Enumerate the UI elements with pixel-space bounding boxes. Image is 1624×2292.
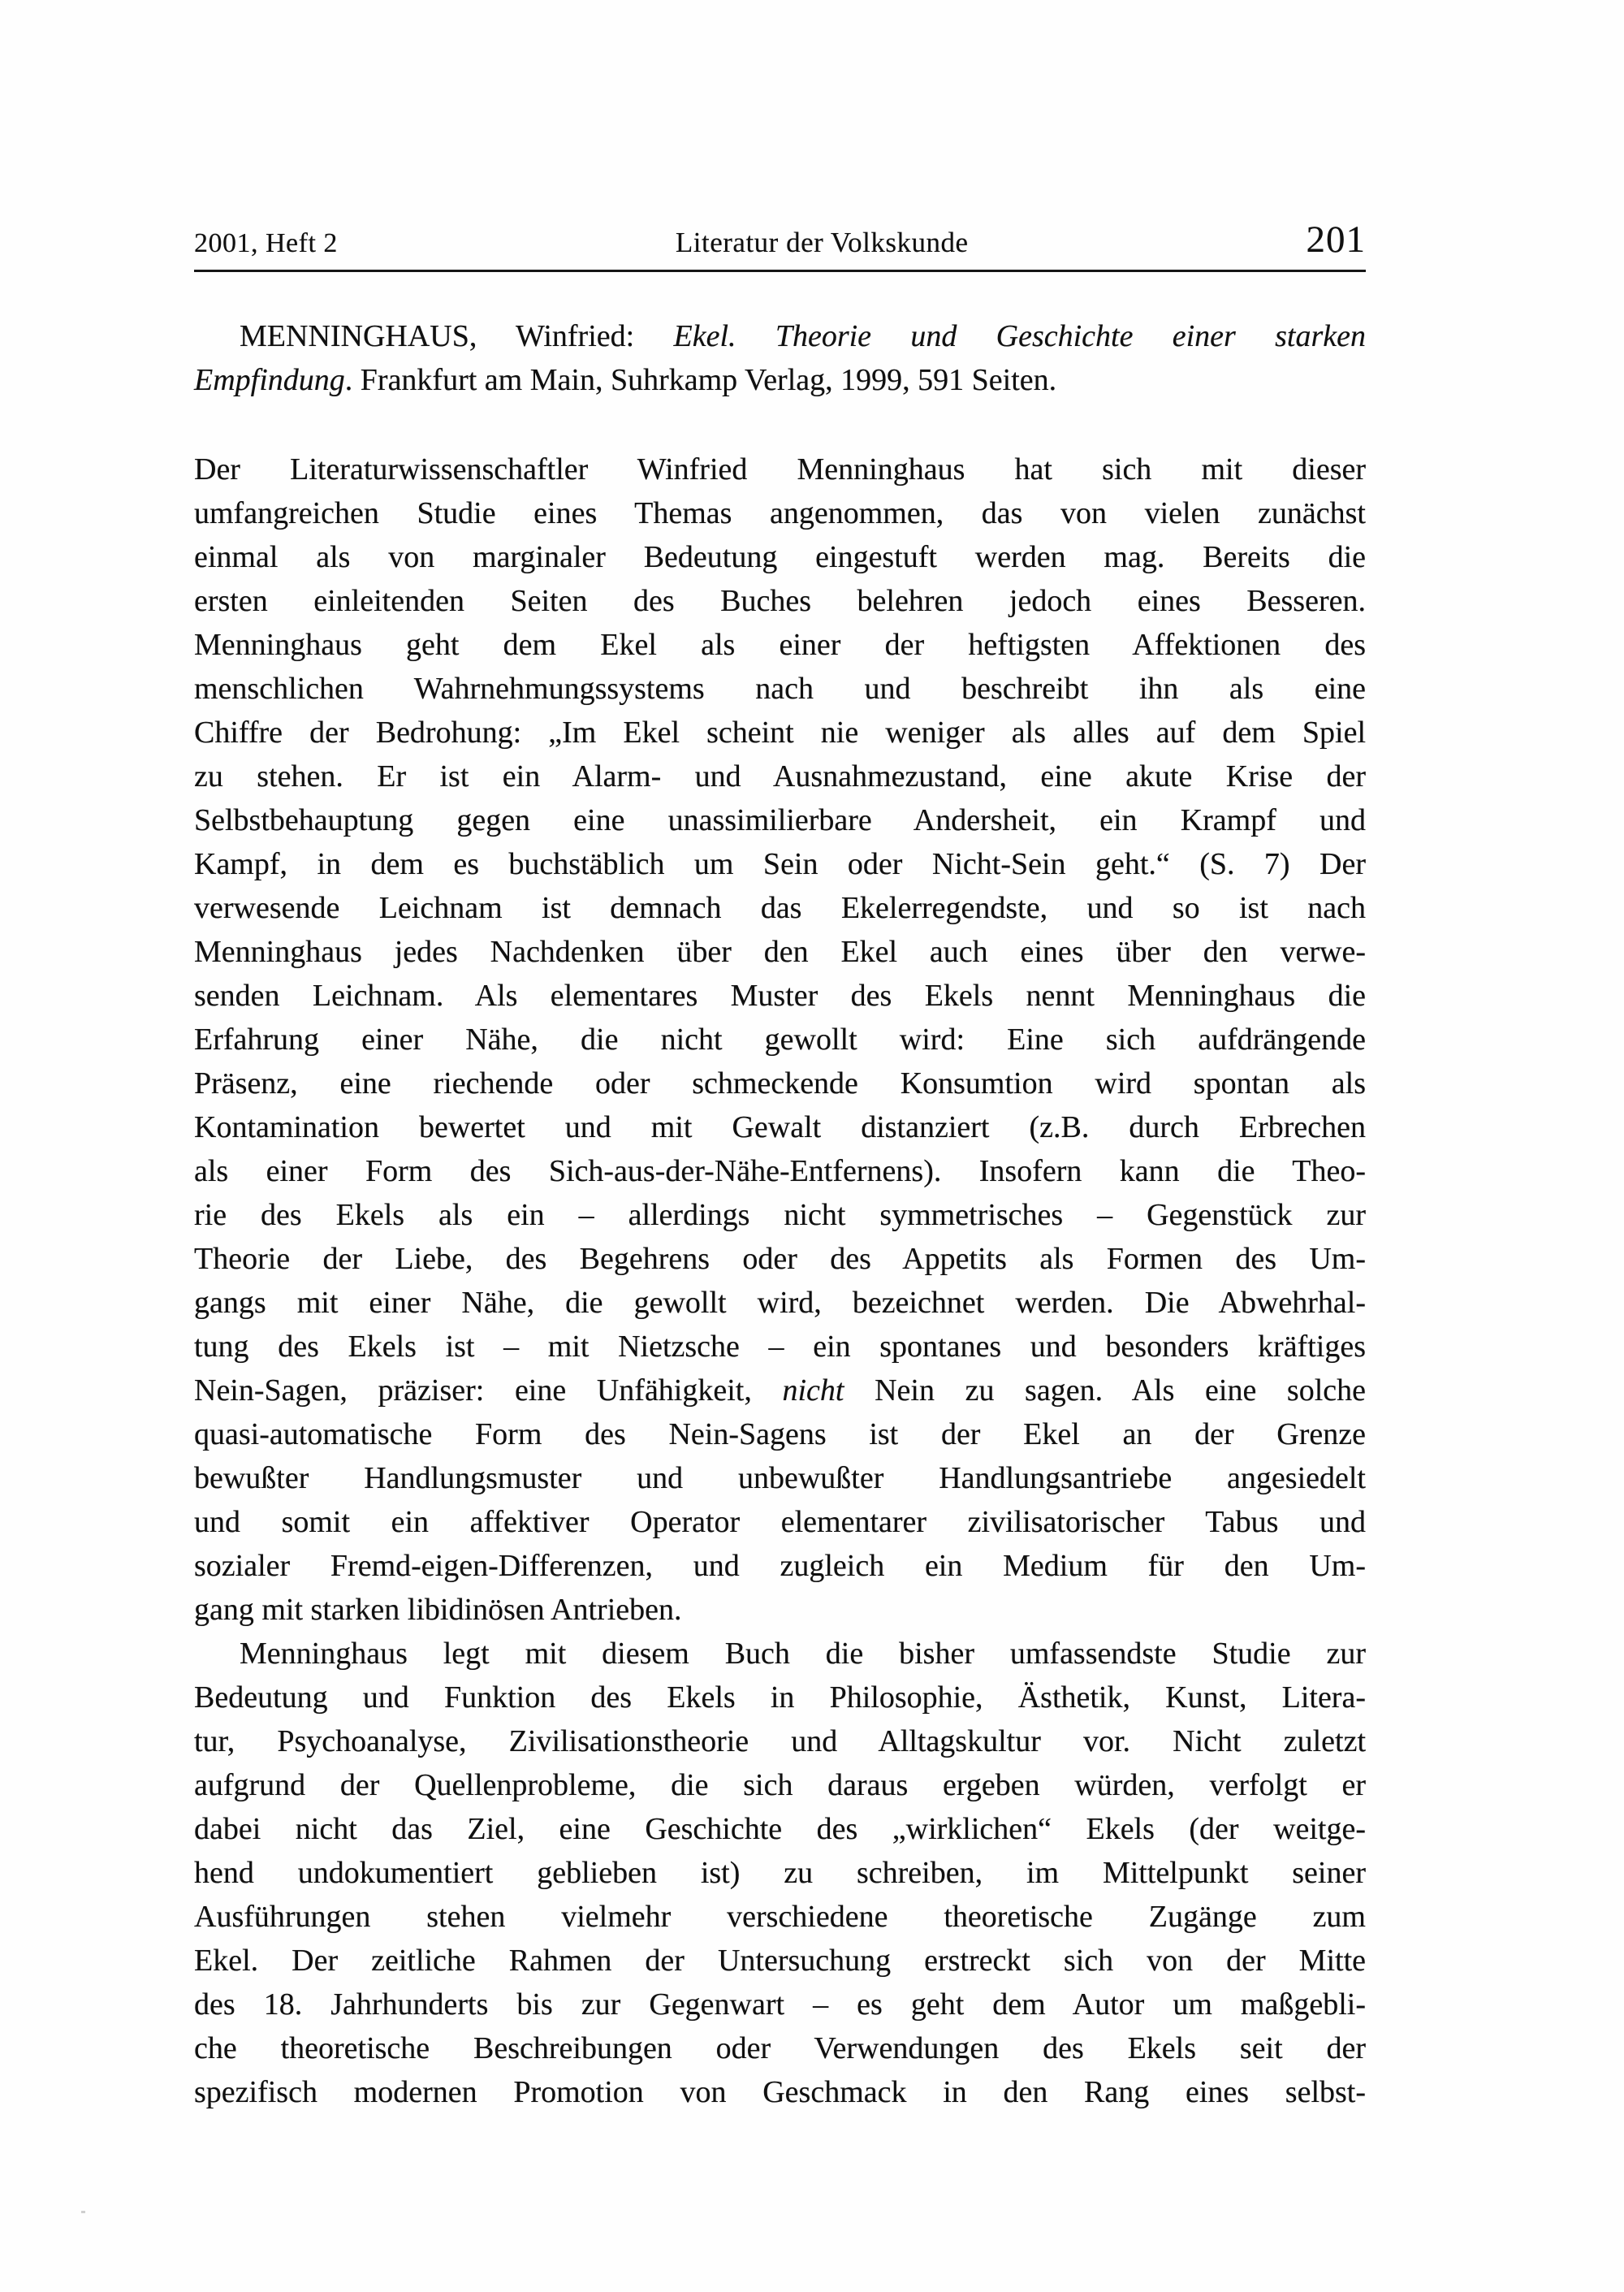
text-line: Bedeutung und Funktion des Ekels in Philosophie, Ästhetik, Kunst, Litera- [194, 1680, 1366, 1715]
text-line: rie des Ekels als ein – allerdings nicht symmetrisches – Gegenstück zur [194, 1198, 1366, 1232]
text-line: aufgrund der Quellenprobleme, die sich daraus ergeben würden, verfolgt er [194, 1768, 1366, 1802]
text-line: Der Literaturwissenschaftler Winfried Menninghaus hat sich mit dieser [194, 452, 1366, 487]
review-paragraph-1 [194, 448, 1366, 1632]
text-line: Empfindung. Frankfurt am Main, Suhrkamp Verlag, 1999, 591 Seiten. [194, 363, 1057, 397]
text-line: verwesende Leichnam ist demnach das Ekelerregendste, und so ist nach [194, 891, 1366, 925]
text-line: tung des Ekels ist – mit Nietzsche – ein spontanes und besonders kräftiges [194, 1330, 1366, 1364]
text-line: Chiffre der Bedrohung: „Im Ekel scheint nie weniger als alles auf dem Spiel [194, 716, 1366, 750]
text-line: umfangreichen Studie eines Themas angenommen, das von vielen zunächst [194, 496, 1366, 530]
text-line: Menninghaus jedes Nachdenken über den Ekel auch eines über den verwe- [194, 935, 1366, 969]
text-line: Kampf, in dem es buchstäblich um Sein oder Nicht-Sein geht.“ (S. 7) Der [194, 847, 1366, 881]
text-line: hend undokumentiert geblieben ist) zu schreiben, im Mittelpunkt seiner [194, 1856, 1366, 1890]
text-line: Präsenz, eine riechende oder schmeckende Konsumtion wird spontan als [194, 1066, 1366, 1101]
running-header [194, 218, 1366, 262]
text-line: Erfahrung einer Nähe, die nicht gewollt wird: Eine sich aufdrängende [194, 1023, 1366, 1057]
text-line: Nein-Sagen, präziser: eine Unfähigkeit, nicht Nein zu sagen. Als eine solche [194, 1373, 1367, 1408]
text-line: zu stehen. Er ist ein Alarm- und Ausnahmezustand, eine akute Krise der [194, 759, 1366, 794]
text-line: Ausführungen stehen vielmehr verschiedene theoretische Zugänge zum [194, 1900, 1366, 1934]
text-line: sozialer Fremd-eigen-Differenzen, und zugleich ein Medium für den Um- [194, 1549, 1366, 1583]
text-line: und somit ein affektiver Operator elementarer zivilisatorischer Tabus und [194, 1505, 1366, 1539]
text-line: spezifisch modernen Promotion von Geschmack in den Rang eines selbst- [194, 2075, 1366, 2109]
text-line: Selbstbehauptung gegen eine unassimilierbare Andersheit, ein Krampf und [194, 803, 1366, 837]
text-line: Ekel. Der zeitliche Rahmen der Untersuchung erstreckt sich von der Mitte [194, 1944, 1366, 1978]
header-page-number: 201 [1306, 218, 1366, 261]
text-line: dabei nicht das Ziel, eine Geschichte des „wirklichen“ Ekels (der weitge- [194, 1812, 1366, 1846]
text-line: menschlichen Wahrnehmungssystems nach und beschreibt ihn als eine [194, 672, 1366, 706]
text-line: che theoretische Beschreibungen oder Verwendungen des Ekels seit der [194, 2031, 1366, 2065]
text-line: Kontamination bewertet und mit Gewalt distanziert (z.B. durch Erbrechen [194, 1110, 1366, 1144]
text-line: des 18. Jahrhunderts bis zur Gegenwart – es geht dem Autor um maßgebli- [194, 1987, 1366, 2022]
text-line: tur, Psychoanalyse, Zivilisationstheorie und Alltagskultur vor. Nicht zuletzt [194, 1724, 1366, 1758]
header-journal-title: Literatur der Volkskunde [675, 227, 969, 258]
book-citation [194, 314, 1366, 402]
text-line: MENNINGHAUS, Winfried: Ekel. Theorie und Geschichte einer starken [240, 319, 1367, 353]
review-paragraph-2 [194, 1632, 1366, 2114]
text-line: ersten einleitenden Seiten des Buches belehren jedoch eines Besseren. [194, 584, 1366, 618]
header-divider-rule [194, 270, 1366, 272]
review-body [194, 448, 1366, 2114]
text-line: gangs mit einer Nähe, die gewollt wird, bezeichnet werden. Die Abwehrhal- [194, 1286, 1366, 1320]
text-line: bewußter Handlungsmuster und unbewußter Handlungsantriebe angesiedelt [194, 1461, 1366, 1495]
text-line: Theorie der Liebe, des Begehrens oder des Appetits als Formen des Um- [194, 1242, 1366, 1276]
text-line: als einer Form des Sich-aus-der-Nähe-Entfernens). Insofern kann die Theo- [194, 1154, 1366, 1188]
text-line: quasi-automatische Form des Nein-Sagens ist der Ekel an der Grenze [194, 1417, 1366, 1451]
text-line: Menninghaus geht dem Ekel als einer der heftigsten Affektionen des [194, 628, 1366, 662]
text-line: gang mit starken libidinösen Antrieben. [194, 1593, 682, 1627]
header-issue: 2001, Heft 2 [194, 228, 338, 258]
scan-speck [81, 2211, 85, 2213]
text-line: Menninghaus legt mit diesem Buch die bisher umfassendste Studie zur [240, 1637, 1366, 1671]
text-line: senden Leichnam. Als elementares Muster des Ekels nennt Menninghaus die [194, 979, 1366, 1013]
text-line: einmal als von marginaler Bedeutung eingestuft werden mag. Bereits die [194, 540, 1366, 574]
